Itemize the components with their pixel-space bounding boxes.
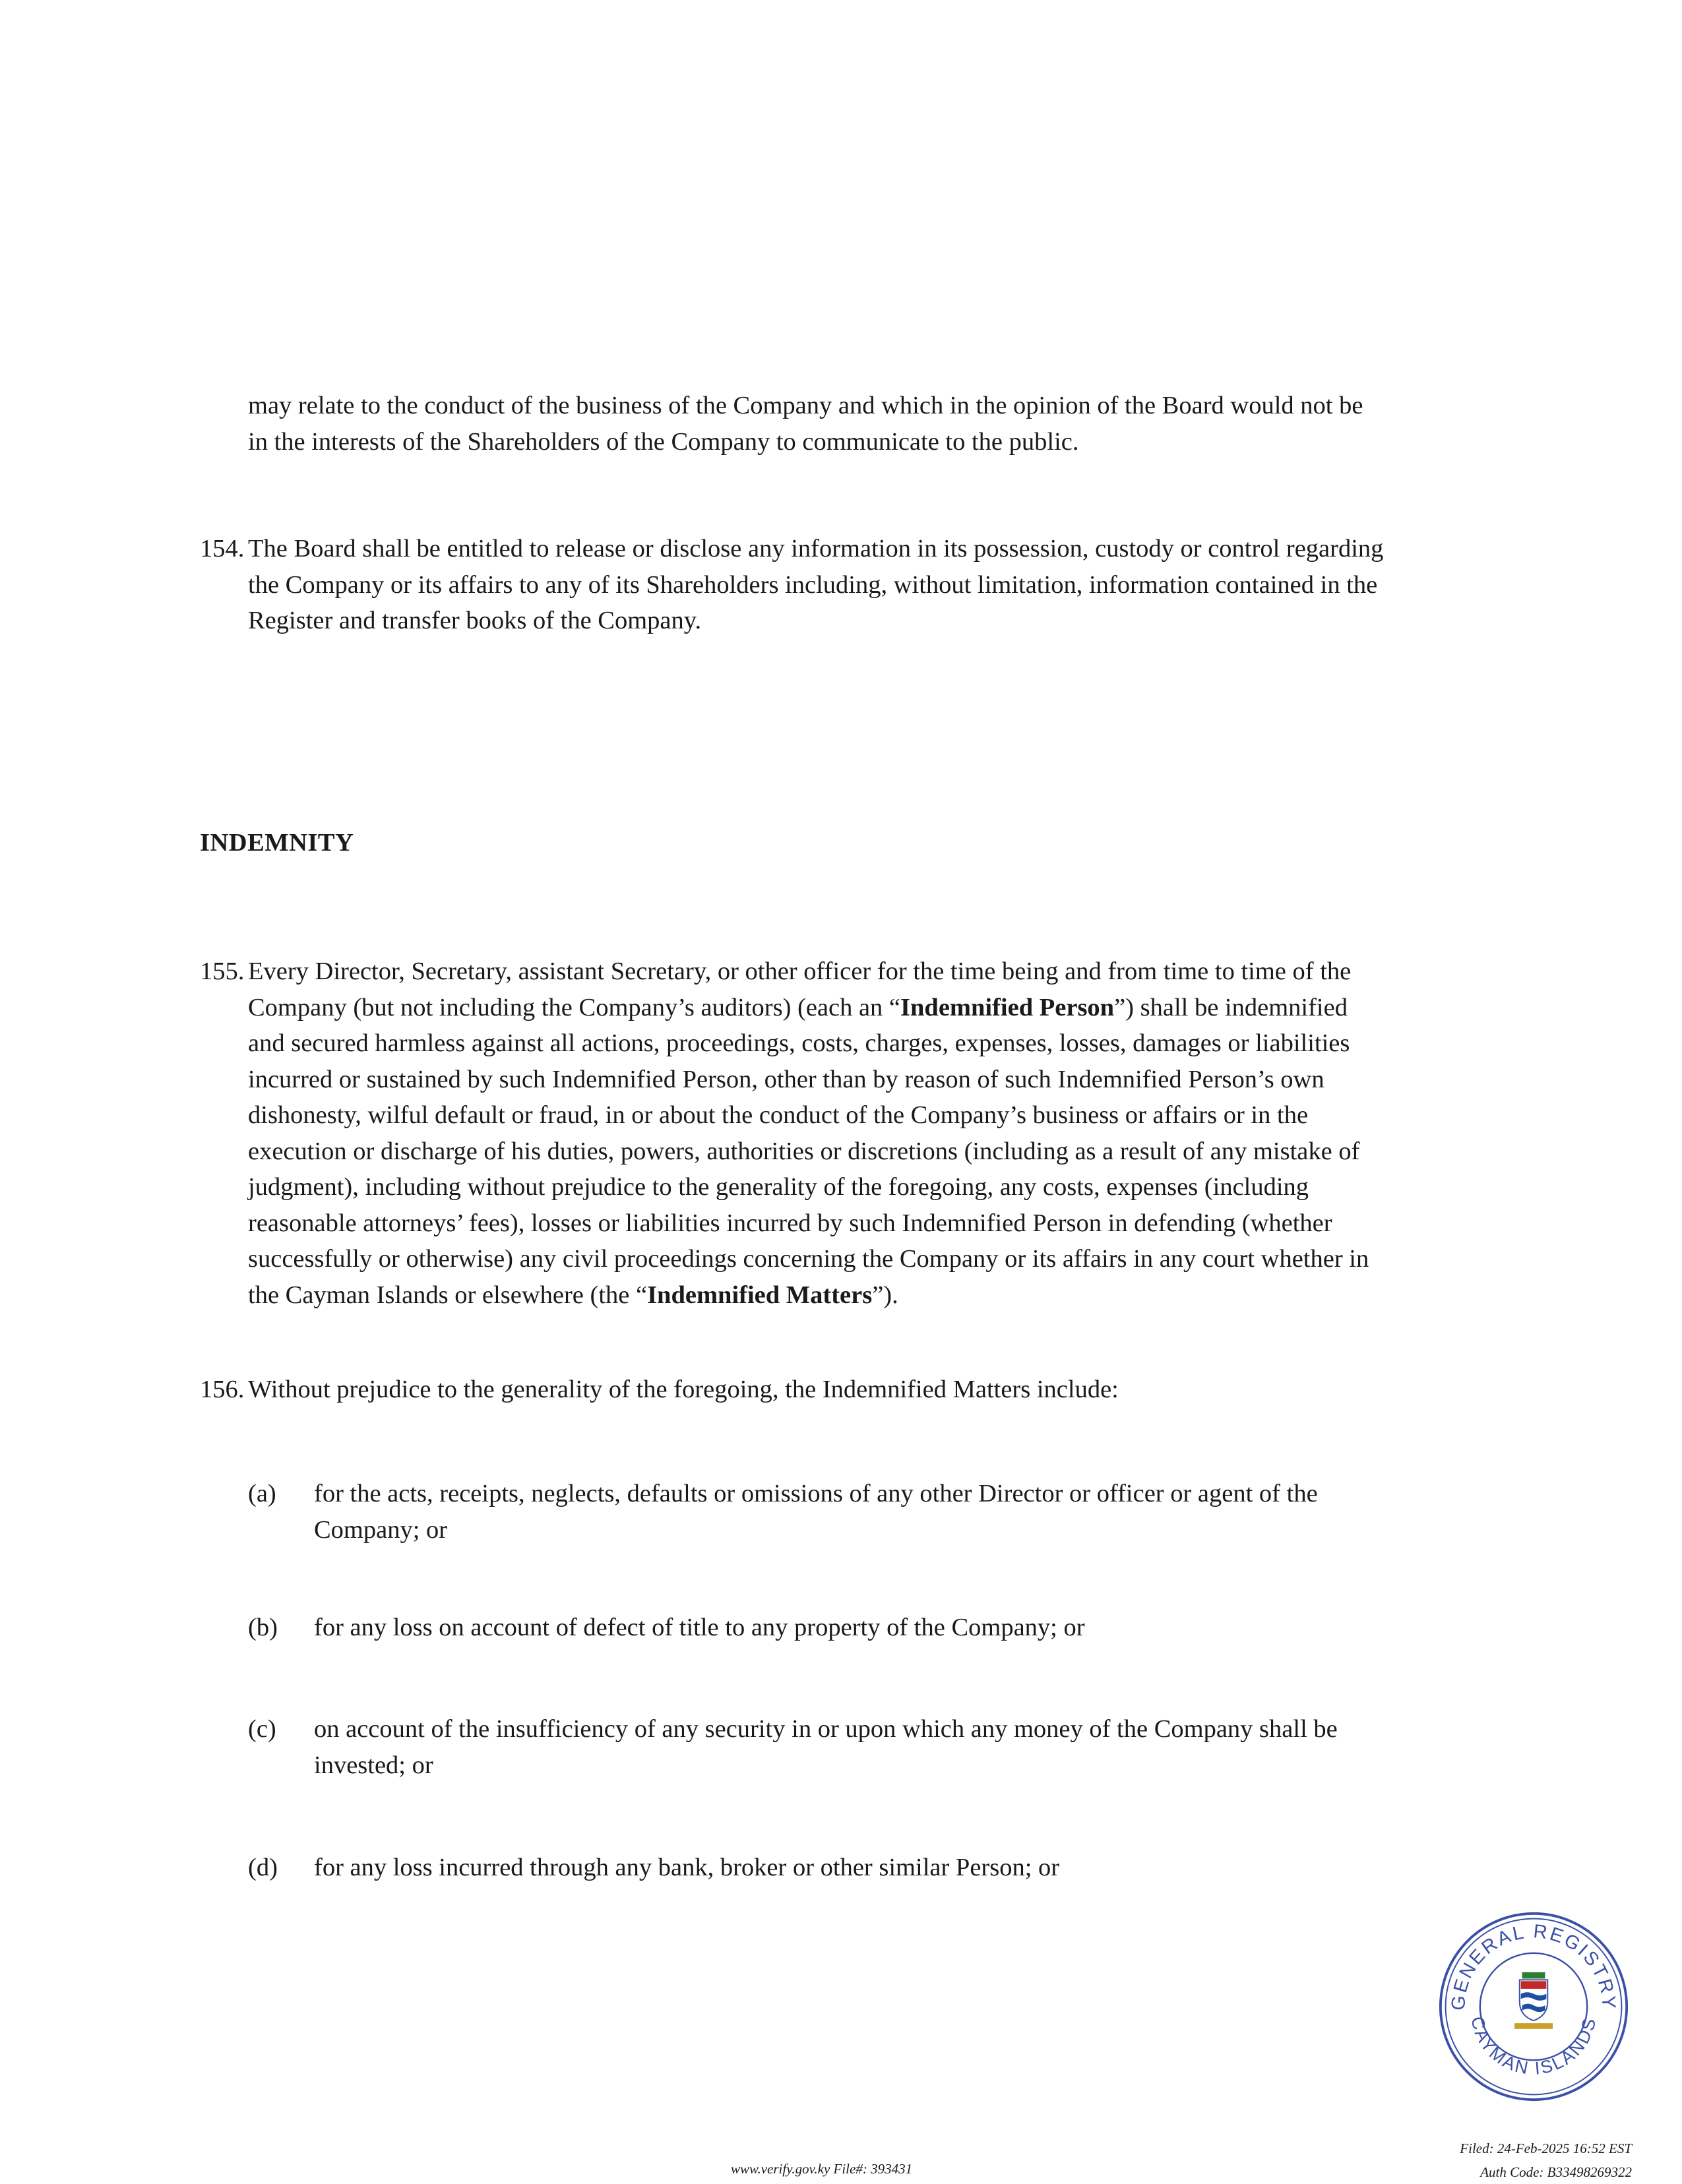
clause-154-text — [248, 531, 1495, 639]
item-text-d — [314, 1850, 1435, 1886]
defined-term-indemnified-matters: Indemnified Matters — [647, 1281, 873, 1309]
text-line: the Company or its affairs to any of its Shareholders including, without limitation, information contained in the — [248, 570, 1378, 599]
clause-155-text — [248, 954, 1495, 1313]
seal-bottom-text: CAYMAN ISLANDS — [1467, 2015, 1600, 2078]
text-line: invested; or — [314, 1751, 433, 1779]
text-line: on account of the insufficiency of any security in or upon which any money of the Company shall be — [314, 1715, 1338, 1743]
text-line: and secured harmless against all actions, proceedings, costs, charges, expenses, losses, damages or liabilities — [248, 1029, 1350, 1057]
auth-code: Auth Code: B33498269322 — [1480, 2164, 1632, 2180]
section-heading-indemnity: INDEMNITY — [200, 829, 354, 857]
text-line: Register and transfer books of the Company. — [248, 607, 702, 634]
text-line: execution or discharge of his duties, powers, authorities or discretions (including as a result of any mistake of — [248, 1137, 1360, 1165]
verify-file-number: www.verify.gov.ky File#: 393431 — [731, 2161, 913, 2177]
filing-stamp — [1460, 2137, 1632, 2184]
item-label-c: (c) — [248, 1715, 276, 1743]
continuation-paragraph — [248, 388, 1495, 460]
text-run: ”) shall be indemnified — [1114, 993, 1348, 1021]
text-line: reasonable attorneys’ fees), losses or liabilities incurred by such Indemnified Person in defending (whether — [248, 1209, 1332, 1237]
text-line: dishonesty, wilful default or fraud, in or about the conduct of the Company’s business or affairs or in the — [248, 1101, 1309, 1129]
text-line: incurred or sustained by such Indemnified Person, other than by reason of such Indemnified Person’s own — [248, 1065, 1324, 1093]
coat-of-arms-icon — [1514, 1972, 1553, 2029]
text-line: judgment), including without prejudice to the generality of the foregoing, any costs, expenses (including — [248, 1173, 1309, 1201]
text-run: the Cayman Islands or elsewhere (the “ — [248, 1281, 648, 1309]
text-line: in the interests of the Shareholders of the Company to communicate to the public. — [248, 427, 1079, 456]
text-line: for any loss incurred through any bank, broker or other similar Person; or — [314, 1854, 1060, 1881]
clause-number-155: 155. — [200, 957, 245, 985]
clause-156-text: Without prejudice to the generality of the foregoing, the Indemnified Matters include: — [248, 1376, 1119, 1403]
item-label-d: (d) — [248, 1854, 278, 1881]
seal-top-text: GENERAL REGISTRY — [1448, 1921, 1619, 2011]
general-registry-seal — [1438, 1911, 1629, 2102]
item-text-b — [314, 1610, 1435, 1646]
text-line: The Board shall be entitled to release or disclose any information in its possession, custody or control regarding — [248, 535, 1384, 562]
clause-number-154: 154. — [200, 535, 245, 562]
text-line — [248, 990, 1495, 1026]
text-line: successfully or otherwise) any civil proceedings concerning the Company or its affairs in any court whether in — [248, 1245, 1369, 1273]
text-line: Every Director, Secretary, assistant Secretary, or other officer for the time being and from time to time of the — [248, 957, 1352, 985]
text-run: Company (but not including the Company’s auditors) (each an “ — [248, 993, 901, 1021]
clause-number-156: 156. — [200, 1376, 245, 1403]
text-line: for the acts, receipts, neglects, defaults or omissions of any other Director or officer or agent of the — [314, 1480, 1318, 1507]
item-label-b: (b) — [248, 1614, 278, 1641]
text-run: ”). — [872, 1281, 898, 1309]
item-text-c — [314, 1711, 1435, 1783]
text-line — [248, 1277, 1495, 1314]
text-line: for any loss on account of defect of title to any property of the Company; or — [314, 1614, 1085, 1641]
text-line: Company; or — [314, 1515, 448, 1544]
item-label-a: (a) — [248, 1480, 276, 1507]
defined-term-indemnified-person: Indemnified Person — [900, 993, 1115, 1021]
item-text-a — [314, 1476, 1435, 1548]
text-line: may relate to the conduct of the business of the Company and which in the opinion of the Board would not be — [248, 392, 1363, 419]
filed-date: Filed: 24-Feb-2025 16:52 EST — [1460, 2140, 1632, 2156]
